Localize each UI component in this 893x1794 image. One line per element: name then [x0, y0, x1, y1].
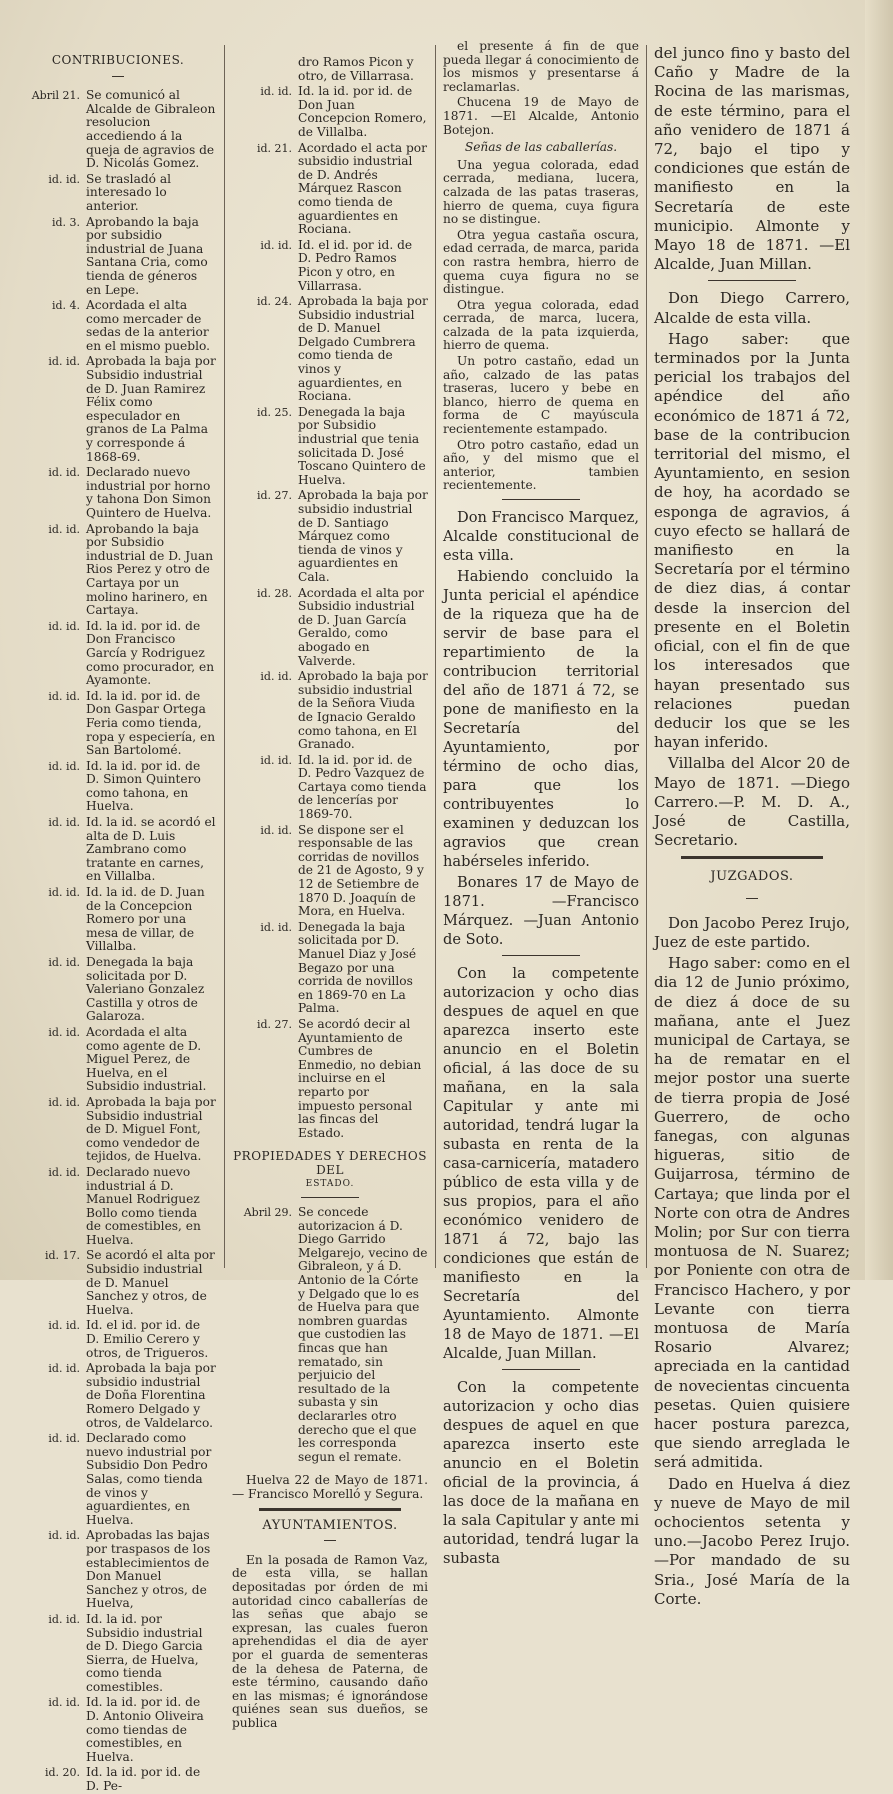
- signature: Chucena 19 de Mayo de 1871. —El Alcalde, Antonio Botejon.: [443, 95, 639, 137]
- list-item: [20, 1026, 216, 1094]
- list-item: [232, 824, 428, 919]
- entry-text: Id. la id. por id. de Don Juan Concepcion Romero, de Villalba.: [298, 84, 427, 139]
- column-2: [232, 55, 428, 1730]
- contribuciones-list: [20, 89, 216, 1793]
- section-title-ayuntamientos: AYUNTAMIENTOS.: [262, 1517, 398, 1533]
- notice-paragraph: Habiendo concluido la Junta pericial el apéndice de la riqueza que ha de servir de base para el repartimiento de la contribucion territorial del año de 1871 á 72, se pone de manifiesto en la Secretaría del Ayuntamiento, por término de ocho dias, para que los contribuyentes lo examinen y deduzcan los agravios que crean habérseles inferido.: [443, 568, 639, 870]
- entry-date: id. id.: [48, 355, 80, 369]
- entry-text: Aprobada la baja por Subsidio industrial de D. Manuel Delgado Cumbrera como tienda de vinos y aguardientes, en Rociana.: [298, 294, 428, 404]
- entry-date: id. id.: [48, 886, 80, 900]
- entry-date: id. id.: [48, 1432, 80, 1446]
- entry-text: Aprobando la baja por subsidio industrial de Juana Santana Cria, como tienda de géneros en Lepe.: [86, 214, 208, 297]
- list-item: [20, 523, 216, 618]
- section-title-juzgados: JUZGADOS.: [710, 869, 794, 885]
- entry-date: id. id.: [48, 1025, 80, 1039]
- entry-text: Acordado el acta por subsidio industrial de D. Andrés Márquez Rascon como tienda de aguardientes en Rociana.: [298, 140, 427, 237]
- entry-text: Id. la id. por id. de D. Simon Quintero como tahona, en Huelva.: [86, 758, 201, 814]
- list-item: [232, 142, 428, 237]
- entry-text: Id. la id. por id. de D. Pedro Vazquez de Cartaya como tienda de lencerías por 1869-70.: [298, 752, 427, 822]
- entry-date: id. id.: [48, 956, 80, 969]
- entry-date: id. id.: [260, 670, 292, 684]
- entry-date: id. 17.: [44, 1249, 80, 1263]
- divider: [708, 280, 796, 281]
- entry-date: Abril 21.: [31, 89, 80, 103]
- list-item: [20, 1362, 216, 1430]
- list-item: [20, 89, 216, 171]
- contribuciones-list-continued: [232, 56, 428, 1140]
- list-item: [20, 299, 216, 353]
- entry-date: id. id.: [48, 689, 80, 703]
- section-title-propiedades: PROPIEDADES Y DERECHOS DEL: [233, 1149, 427, 1177]
- entry-text: Se dispone ser el responsable de las corridas de novillos de 21 de Agosto, 9 y 12 de Setiembre de 1870 D. Joaquín de Mora, en Huelva.: [298, 822, 424, 919]
- entry-date: id. id.: [260, 920, 292, 934]
- entry-date: id. 24.: [256, 295, 292, 309]
- list-item: [232, 239, 428, 293]
- page-edge: [865, 0, 893, 1280]
- entry-text: Se acordó decir al Ayuntamiento de Cumbres de Enmedio, no debian incluirse en el reparto por impuesto personal las fincas del Estado.: [298, 1016, 422, 1140]
- entry-date: id. id.: [48, 1165, 80, 1179]
- entry-date: id. id.: [48, 816, 80, 830]
- notice-paragraph: el presente á fin de que pueda llegar á conocimiento de los mismos y presentarse á reclamarlas.: [443, 39, 639, 94]
- list-item: [20, 760, 216, 814]
- entry-date: id. id.: [48, 1319, 80, 1333]
- entry-date: id. id.: [48, 1362, 80, 1376]
- list-item: [20, 1432, 216, 1527]
- senas-item: Un potro castaño, edad un año, calzado de las patas traseras, lucero y bebe en blanco, hierro de quema en forma de C mayúscula recientemente estampado.: [443, 354, 639, 437]
- list-item: [20, 1696, 216, 1764]
- entry-text: Denegada la baja por Subsidio industrial que tenia solicitada D. José Toscano Quintero de Huelva.: [298, 404, 426, 487]
- notice-paragraph: Con la competente autorizacion y ocho dias despues de aquel en que aparezca inserto este anuncio en el Boletin oficial de la provincia, á las doce de la mañana en la sala Capitular y ante mi autoridad, tendrá lugar la subasta: [443, 1379, 639, 1567]
- list-item: [20, 886, 216, 954]
- notice-paragraph: del junco fino y basto del Caño y Madre de la Rocina de las marismas, de este término, para el año venidero de 1871 á 72, bajo el tipo y condiciones que están de manifiesto en la Secretaría de este municipio. Almonte y Mayo 18 de 1871. —El Alcalde, Juan Millan.: [654, 44, 850, 274]
- list-item: [20, 816, 216, 884]
- list-item: [232, 1206, 428, 1464]
- entry-text: Id. la id. por Subsidio industrial de D. Diego Garcia Sierra, de Huelva, como tienda comestibles.: [86, 1611, 203, 1694]
- entry-date: id. 21.: [256, 141, 292, 155]
- entry-date: id. id.: [48, 759, 80, 773]
- entry-text: dro Ramos Picon y otro, de Villarrasa.: [298, 55, 414, 83]
- entry-text: Aprobado la baja por subsidio industrial de la Señora Viuda de Ignacio Geraldo como tahona, en El Granado.: [298, 669, 428, 752]
- entry-date: id. id.: [260, 85, 292, 99]
- senas-title: Señas de las caballerías.: [464, 140, 618, 155]
- list-item: [20, 1529, 216, 1611]
- divider: [301, 1197, 360, 1198]
- list-item: [20, 956, 216, 1024]
- senas-item: Una yegua colorada, edad cerrada, mediana, lucera, calzada de las patas traseras, hierro de quema, cuya figura no se distingue.: [443, 157, 639, 227]
- entry-text: Aprobada la baja por Subsidio industrial de D. Juan Ramirez Félix como especulador en granos de La Palma y corresponde á 1868-69.: [86, 354, 216, 464]
- section-divider: [259, 1508, 400, 1511]
- entry-text: Se concede autorizacion á D. Diego Garrido Melgarejo, vecino de Gibraleon, y á D. Antonio de la Córte y Delgado que lo es de Huelva para que nombren guardas que custodien las fincas que han rematado, sin perjuicio del resultado de la subasta y sin declararles otro derecho que el que les corresponda segun el remate.: [298, 1205, 428, 1464]
- entry-date: id. 4.: [51, 299, 80, 313]
- notice-heading: Don Francisco Marquez, Alcalde constitucional de esta villa.: [443, 509, 639, 564]
- senas-item: Otra yegua castaña oscura, edad cerrada, de marca, parida con rastra hembra, hierro de quema cuya figura no se distingue.: [443, 227, 639, 297]
- entry-date: id. id.: [48, 619, 80, 633]
- column-divider: [224, 45, 225, 1268]
- entry-date: id. 27.: [256, 1017, 292, 1031]
- list-item: [232, 754, 428, 822]
- dash-divider: [20, 70, 216, 84]
- list-item: [232, 85, 428, 139]
- list-item: [232, 406, 428, 488]
- notice-paragraph: En la posada de Ramon Vaz, de esta villa, se hallan depositadas por órden de mi autoridad cinco caballerías de las señas que abajo se expresan, las cuales fueron aprehendidas el dia de ayer por el guarda de sementeras de la dehesa de Paterna, de este término, causando daño en las mismas; é ignorándose quiénes sean sus dueños, se publica: [232, 1552, 428, 1730]
- entry-text: Id. la id. por id. de Don Gaspar Ortega Feria como tienda, ropa y especiería, en San Bartolomé.: [86, 688, 216, 758]
- notice-paragraph: Con la competente autorizacion y ocho dias despues de aquel en que aparezca inserto este anuncio en el Boletin oficial, á las doce de su mañana, en la sala Capitular y ante mi autoridad, tendrá lugar la subasta en renta de la casa-carnicería, matadero público de esta villa y de sus propios, para el año económico venidero de 1871 á 72, bajo las condiciones que están de manifiesto en la Secretaría del Ayuntamiento. Almonte 18 de Mayo de 1871. —El Alcalde, Juan Millan.: [443, 965, 639, 1362]
- entry-text: Aprobadas las bajas por traspasos de los establecimientos de Don Manuel Sanchez y otros, de Huelva,: [86, 1528, 211, 1611]
- notice-heading: Don Diego Carrero, Alcalde de esta villa.: [654, 289, 850, 327]
- list-item: [20, 355, 216, 464]
- divider: [502, 499, 580, 500]
- entry-date: Abril 29.: [243, 1206, 292, 1220]
- entry-text: Denegada la baja solicitada por D. Manuel Diaz y José Begazo por una corrida de novillos en 1869-70 en La Palma.: [298, 919, 417, 1016]
- list-item: [20, 1249, 216, 1317]
- entry-date: id. id.: [260, 238, 292, 252]
- list-item: [20, 1096, 216, 1164]
- entry-text: Id. la id. se acordó el alta de D. Luis Zambrano como tratante en carnes, en Villalba.: [86, 815, 216, 884]
- entry-text: Id. el id. por id. de D. Emilio Cerero y otros, de Trigueros.: [86, 1318, 209, 1360]
- entry-date: id. id.: [260, 753, 292, 767]
- list-item: [20, 216, 216, 298]
- signature: Villalba del Alcor 20 de Mayo de 1871. —Diego Carrero.—P. M. D. A., José de Castilla, Secretario.: [654, 754, 850, 850]
- entry-date: id. 28.: [256, 586, 292, 600]
- list-item: [20, 1166, 216, 1248]
- list-item: [20, 466, 216, 520]
- section-subtitle-estado: ESTADO.: [305, 1178, 355, 1189]
- column-4: [654, 44, 850, 1608]
- list-item: [232, 1018, 428, 1140]
- column-divider: [646, 45, 647, 1268]
- entry-date: id. id.: [48, 172, 80, 186]
- entry-date: id. id.: [48, 1612, 80, 1626]
- entry-date: id. id.: [48, 1095, 80, 1109]
- entry-text: Aprobando la baja por Subsidio industrial de D. Juan Rios Perez y otro de Cartaya por un molino harinero, en Cartaya.: [86, 521, 214, 618]
- list-item: [20, 173, 216, 214]
- entry-date: id. id.: [48, 1529, 80, 1543]
- column-3: [443, 39, 639, 1567]
- divider: [502, 955, 580, 956]
- list-item: [20, 1766, 216, 1793]
- section-title-contribuciones: CONTRIBUCIONES.: [51, 53, 185, 67]
- section-divider: [681, 856, 822, 859]
- list-item: [232, 587, 428, 669]
- list-item: [232, 295, 428, 404]
- entry-text: Acordada el alta por Subsidio industrial de D. Juan García Geraldo, como abogado en Valverde.: [298, 585, 424, 668]
- entry-date: [232, 56, 298, 83]
- notice-heading: Don Jacobo Perez Irujo, Juez de este partido.: [654, 913, 850, 951]
- list-item: [20, 690, 216, 758]
- entry-text: Aprobada la baja por Subsidio industrial de D. Miguel Font, como vendedor de tejidos, de Huelva.: [86, 1094, 216, 1164]
- entry-text: Se trasladó al interesado lo anterior.: [86, 171, 172, 213]
- entry-date: id. 25.: [256, 405, 292, 419]
- entry-text: Id. la id. por id. de Don Francisco García y Rodriguez como procurador, en Ayamonte.: [86, 618, 215, 688]
- entry-date: id. 27.: [256, 489, 292, 503]
- entry-text: Se acordó el alta por Subsidio industrial de D. Manuel Sanchez y otros, de Huelva.: [86, 1248, 215, 1317]
- entry-text: Id. el id. por id. de D. Pedro Ramos Picon y otro, en Villarrasa.: [298, 237, 413, 293]
- list-item: [232, 489, 428, 584]
- signature: Bonares 17 de Mayo de 1871. —Francisco Márquez. —Juan Antonio de Soto.: [443, 874, 639, 948]
- entry-text: Id. la id. por id. de D. Antonio Oliveira como tiendas de comestibles, en Huelva.: [86, 1695, 204, 1764]
- list-item: [20, 1319, 216, 1360]
- column-1: [20, 50, 216, 1794]
- list-item: [232, 56, 428, 83]
- entry-text: Acordada el alta como mercader de sedas de la anterior en el mismo pueblo.: [86, 298, 210, 353]
- dash-divider: [654, 889, 850, 908]
- list-item: [20, 620, 216, 688]
- senas-list: [443, 159, 639, 493]
- list-item: [232, 670, 428, 752]
- signature: Huelva 22 de Mayo de 1871.— Francisco Morelló y Segura.: [232, 1473, 428, 1501]
- entry-text: Aprobada la baja por subsidio industrial de D. Santiago Márquez como tienda de vinos y aguardientes en Cala.: [298, 488, 428, 584]
- list-item: [232, 921, 428, 1016]
- entry-text: Se comunicó al Alcalde de Gibraleon resolucion accediendo á la queja de agravios de D. Nicolás Gomez.: [86, 88, 216, 171]
- entry-date: id. 3.: [51, 215, 80, 229]
- entry-text: Acordada el alta como agente de D. Miguel Perez, de Huelva, en el Subsidio industrial.: [86, 1024, 207, 1094]
- entry-date: id. 20.: [44, 1766, 80, 1780]
- dash-divider: [232, 1534, 428, 1548]
- signature: Dado en Huelva á diez y nueve de Mayo de mil ochocientos setenta y uno.—Jacobo Perez Irujo.—Por mandado de su Sria., José María de la Corte.: [654, 1474, 850, 1608]
- entry-date: id. id.: [48, 466, 80, 480]
- entry-text: Id. la id. por id. de D. Pe-: [86, 1765, 201, 1794]
- entry-text: Declarado nuevo industrial á D. Manuel Rodriguez Bollo como tienda de comestibles, en Huelva.: [86, 1164, 201, 1247]
- divider: [502, 1369, 580, 1370]
- notice-paragraph: Hago saber: como en el dia 12 de Junio próximo, de diez á doce de su mañana, ante el Juez municipal de Cartaya, se ha de rematar en el mejor postor una suerte de tierra propia de José Guerrero, de ocho fanegas, con algunas higueras, sitio de Guijarrosa, término de Cartaya; que linda por el Norte con otra de Andres Molin; por Sur con tierra montuosa de N. Suarez; por Poniente con otra de Francisco Hachero, y por Levante con tierra montuosa de María Rosario Alvarez; apreciada en la cantidad de novecientas cincuenta pesetas. Quien quisiere hacer postura parezca, que siendo arreglada le será admitida.: [654, 954, 850, 1472]
- entry-text: Declarado nuevo industrial por horno y tahona Don Simon Quintero de Huelva.: [86, 465, 212, 520]
- entry-text: Aprobada la baja por subsidio industrial de Doña Florentina Romero Delgado y otros, de Valdelarco.: [86, 1361, 216, 1430]
- list-item: [20, 1613, 216, 1695]
- column-divider: [435, 45, 436, 1268]
- senas-item: Otra yegua colorada, edad cerrada, de marca, lucera, calzada de la pata izquierda, hierro de quema.: [443, 297, 639, 353]
- senas-item: Otro potro castaño, edad un año, y del mismo que el anterior, tambien recientemente.: [443, 437, 639, 493]
- entry-text: Declarado como nuevo industrial por Subsidio Don Pedro Salas, como tienda de vinos y aguardientes, en Huelva.: [86, 1431, 212, 1527]
- entry-text: Denegada la baja solicitada por D. Valeriano Gonzalez Castilla y otros de Galaroza.: [86, 955, 205, 1024]
- entry-date: id. id.: [48, 1696, 80, 1710]
- entry-text: Id. la id. de D. Juan de la Concepcion Romero por una mesa de villar, de Villalba.: [86, 885, 205, 954]
- entry-date: id. id.: [48, 522, 80, 536]
- notice-paragraph: Hago saber: que terminados por la Junta pericial los trabajos del apéndice del año económico de 1871 á 72, base de la contribucion territorial del mismo, el Ayuntamiento, en sesion de hoy, ha acordado se esponga de agravios, á cuyo efecto se hallará de manifiesto en la Secretaría por el término de diez dias, á contar desde la insercion del presente en el Boletin oficial, con el fin de que los interesados que hayan presentado sus relaciones puedan deducir los que se les hayan inferido.: [654, 329, 850, 752]
- entry-date: id. id.: [260, 823, 292, 837]
